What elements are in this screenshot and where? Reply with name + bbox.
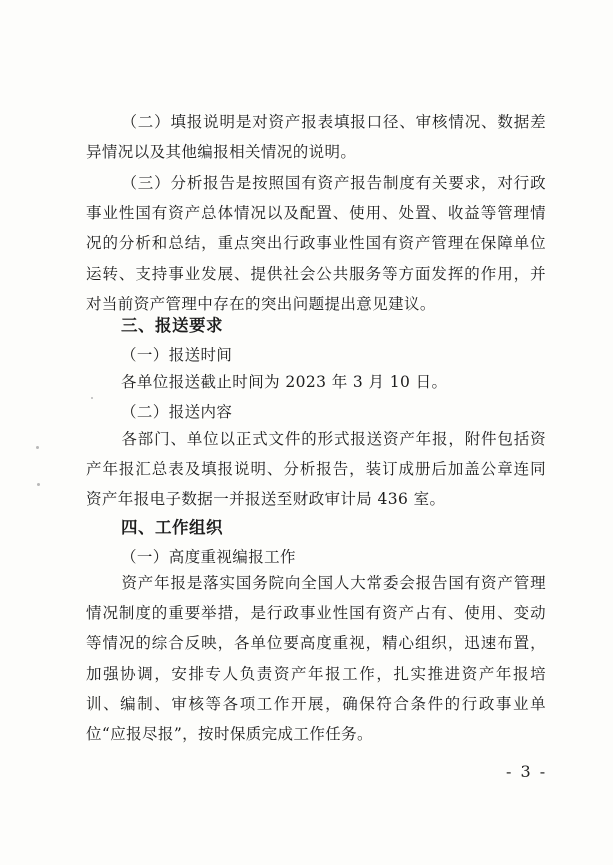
scan-speck [36,446,39,449]
paragraph-analysis-report: （三）分析报告是按照国有资产报告制度有关要求，对行政事业性国有资产总体情况以及配置、使用、处置、收益等管理情况的分析和总结，重点突出行政事业性国有资产管理在保障单位运转、支持事业发展、提供社会公共服务等方面发挥的作用，并对当前资产管理中存在的突出问题提出意见建议。 [86,174,546,313]
heading-work-organization: 四、工作组织 [121,518,223,537]
scan-speck [37,483,40,486]
subheading-attach-importance: （一）高度重视编报工作 [121,548,296,566]
paragraph-deadline: 各单位报送截止时间为 2023 年 3 月 10 日。 [121,373,448,391]
paragraph-filling-notes: （二）填报说明是对资产报表填报口径、审核情况、数据差异情况以及其他编报相关情况的说明。 [86,113,546,162]
paragraph-annual-report-work: 资产年报是落实国务院向全国人大常委会报告国有资产管理情况制度的重要举措，是行政事业性国有资产占有、使用、变动等情况的综合反映，各单位要高度重视，精心组织，迅速布置，加强协调，安排专人负责资产年报工作，扎实推进资产年报培训、编制、审核等各项工作开展，确保符合条件的行政事业单位“应报尽报”，按时保质完成工作任务。 [86,574,546,744]
subheading-submission-time: （一）报送时间 [121,346,233,364]
heading-submission-requirements: 三、报送要求 [121,316,223,335]
page-number: - 3 - [506,762,548,781]
subheading-submission-content: （二）报送内容 [121,403,233,421]
paragraph-submission-content: 各部门、单位以正式文件的形式报送资产年报，附件包括资产年报汇总表及填报说明、分析报告，装订成册后加盖公章连同资产年报电子数据一并报送至财政审计局 436 室。 [86,430,546,509]
scan-speck [91,397,93,399]
